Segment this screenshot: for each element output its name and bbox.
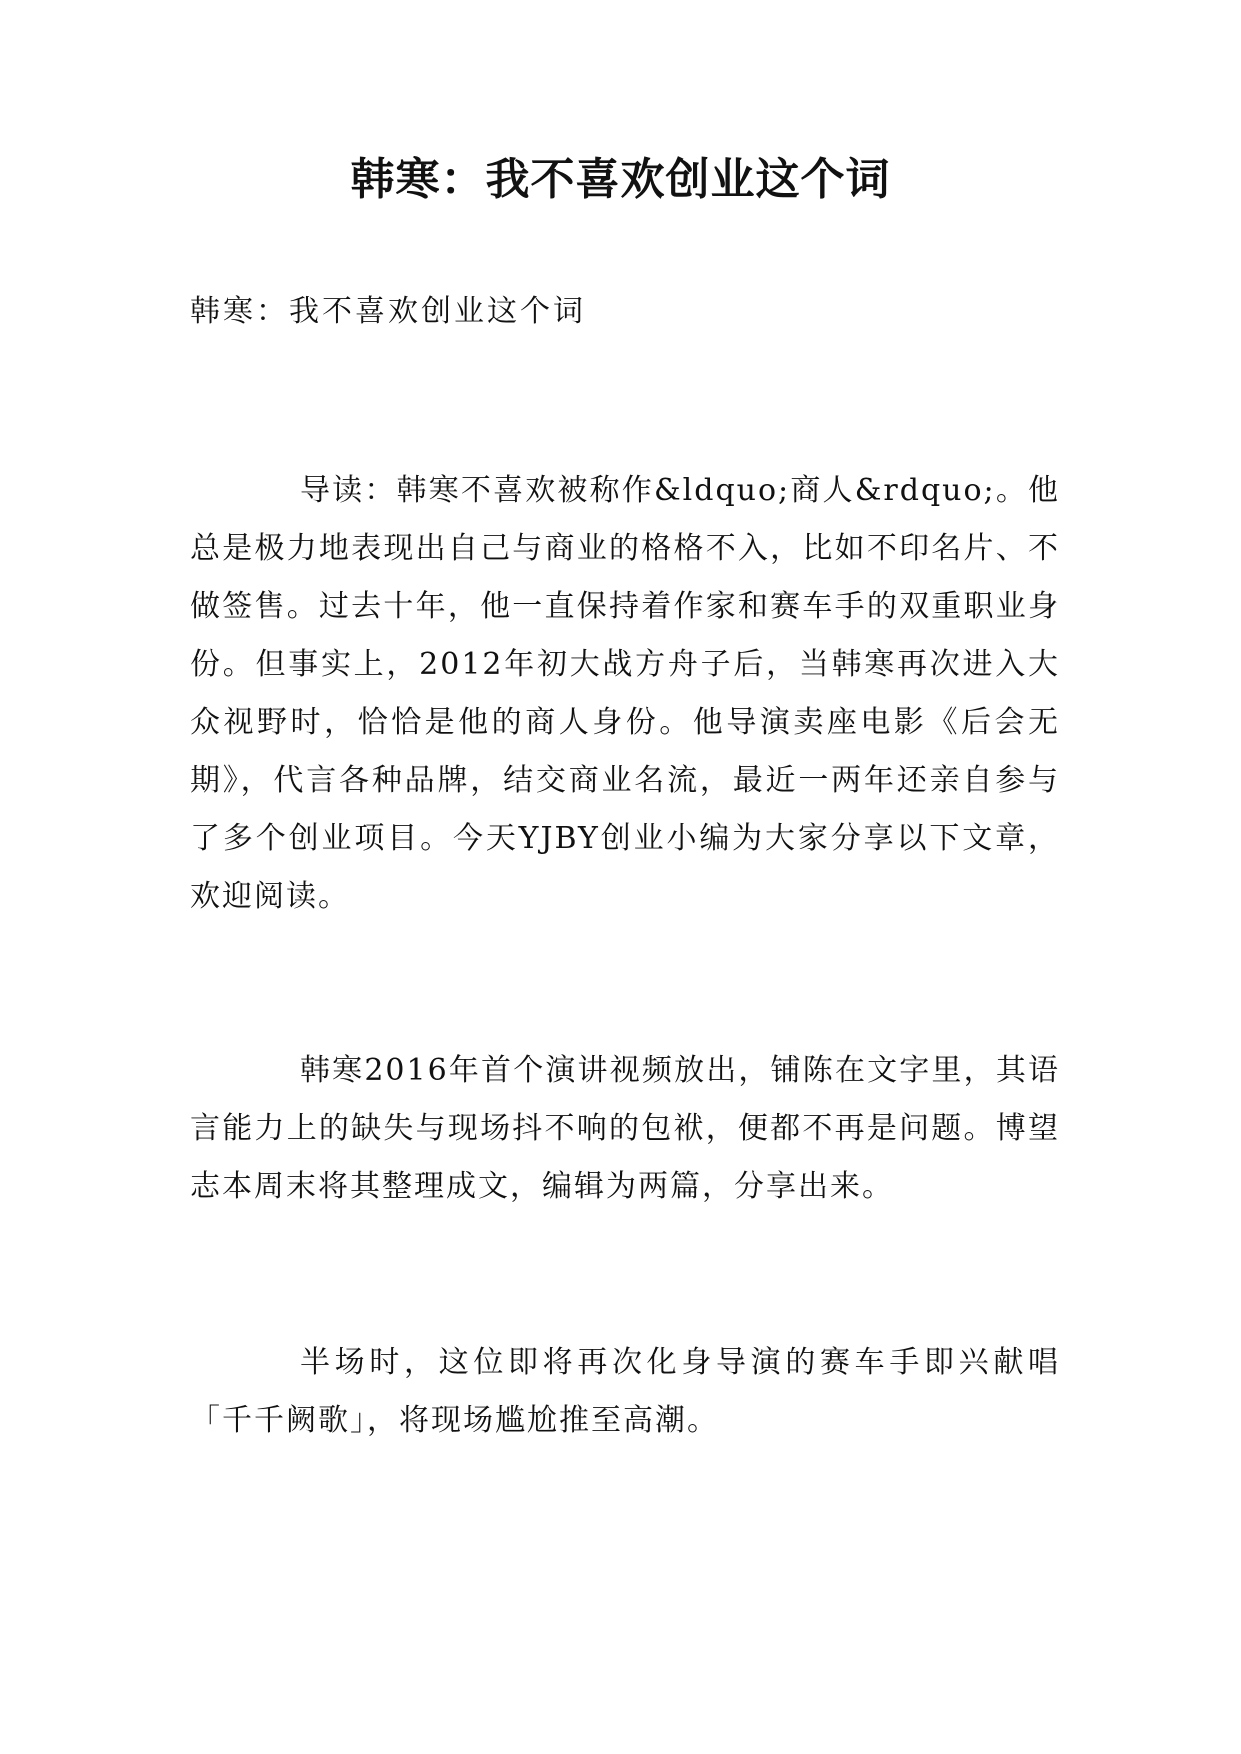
document-subtitle: 韩寒：我不喜欢创业这个词 bbox=[190, 294, 586, 329]
paragraph-halftime: 半场时，这位即将再次化身导演的赛车手即兴献唱「千千阙歌」，将现场尴尬推至高潮。 bbox=[190, 1345, 1060, 1438]
paragraph-intro: 导读：韩寒不喜欢被称作&ldquo;商人&rdquo;。他总是极力地表现出自己与商业的格格不入，比如不印名片、不做签售。过去十年，他一直保持着作家和赛车手的双重职业身份。但事实上，2012年初大战方舟子后，当韩寒再次进入大众视野时，恰恰是他的商人身份。他导演卖座电影《后会无期》，代言各种品牌，结交商业名流，最近一两年还亲自参与了多个创业项目。今天YJBY创业小编为大家分享以下文章，欢迎阅读。 bbox=[190, 473, 1060, 914]
document-title: 韩寒：我不喜欢创业这个词 bbox=[350, 154, 891, 205]
paragraph-speech: 韩寒2016年首个演讲视频放出，铺陈在文字里，其语言能力上的缺失与现场抖不响的包袱，便都不再是问题。博望志本周末将其整理成文，编辑为两篇，分享出来。 bbox=[190, 1053, 1060, 1204]
